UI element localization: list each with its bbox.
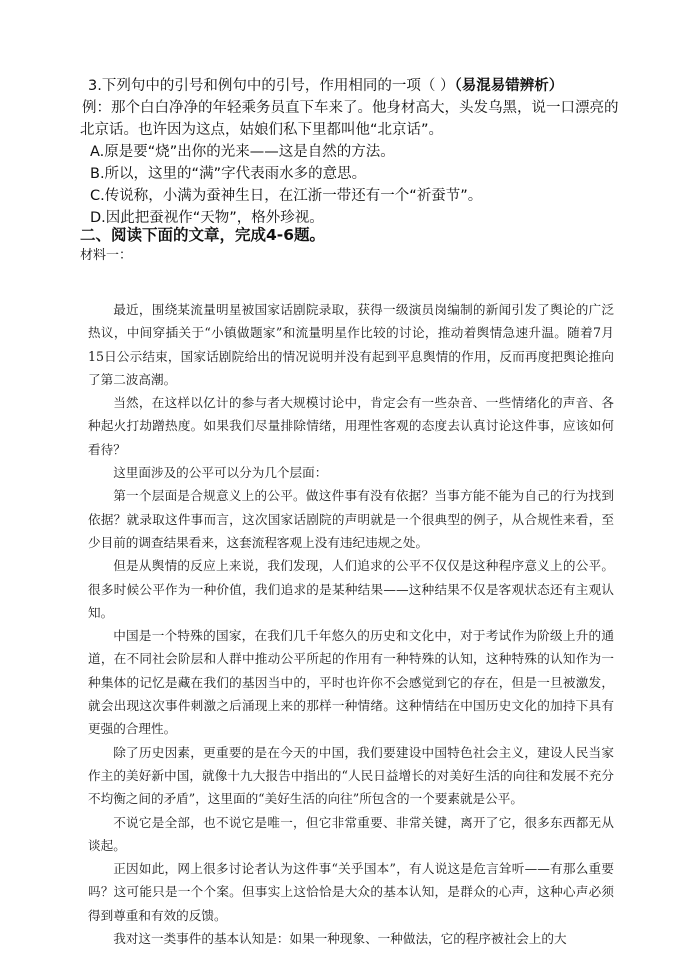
option-b: B.所以，这里的“满”字代表雨水多的意思。 [90, 166, 367, 182]
question-3-stem [88, 76, 563, 96]
passage-paragraph: 当然，在这样以亿计的参与者大规模讨论中，肯定会有一些杂音、一些情绪化的声音、各种起火打劫蹭热度。如果我们尽量排除情绪，用理性客观的态度去认真讨论这件事，应该如何看待？ [88, 395, 614, 457]
option-c: C.传说称，小满为蚕神生日，在江浙一带还有一个“祈蚕节”。 [90, 188, 483, 204]
passage-paragraph: 这里面涉及的公平可以分为几个层面： [113, 465, 328, 481]
question-3-text: 3.下列句中的引号和例句中的引号，作用相同的一项（ ） [88, 78, 455, 94]
section-2-title: 二、阅读下面的文章，完成4-6题。 [80, 226, 326, 244]
example-line-1: 例：那个白白净净的年轻乘务员直下车来了。他身材高大，头发乌黑，说一口漂亮的 [82, 100, 619, 116]
passage-paragraph: 最近，围绕某流量明星被国家话剧院录取，获得一级演员岗编制的新闻引发了舆论的广泛热议，中间穿插关于“小镇做题家”和流量明星作比较的讨论，推动着舆情急速升温。随着7月15日公示结束，国家话剧院给出的情况说明并没有起到平息舆情的作用，反而再度把舆论推向了第二波高潮。 [88, 302, 614, 387]
option-a: A.原是要“烧”出你的光来——这是自然的方法。 [90, 144, 395, 160]
passage-paragraph: 不说它是全部，也不说它是唯一，但它非常重要、非常关键，离开了它，很多东西都无从谈起。 [88, 814, 614, 853]
material-1-label: 材料一： [80, 248, 133, 263]
passage-paragraph: 正因如此，网上很多讨论者认为这件事“关乎国本”，有人说这是危言耸听——有那么重要吗？这可能只是一个个案。但事实上这恰恰是大众的基本认知，是群众的心声，这种心声必须得到尊重和有效的反馈。 [88, 861, 614, 923]
passage-paragraph: 除了历史因素，更重要的是在今天的中国，我们要建设中国特色社会主义，建设人民当家作主的美好新中国，就像十九大报告中指出的“人民日益增长的对美好生活的向往和发展不充分不均衡之间的矛盾”，这里面的“美好生活的向往”所包含的一个要素就是公平。 [88, 744, 614, 807]
passage-paragraph: 第一个层面是合规意义上的公平。做这件事有没有依据？当事方能不能为自己的行为找到依据？就录取这件事而言，这次国家话剧院的声明就是一个很典型的例子，从合规性来看，至少目前的调查结果看来，这套流程客观上没有违纪违规之处。 [88, 488, 614, 550]
passage-paragraph: 中国是一个特殊的国家，在我们几千年悠久的历史和文化中，对于考试作为阶级上升的通道，在不同社会阶层和人群中推动公平所起的作用有一种特殊的认知，这种特殊的认知作为一种集体的记忆是藏在我们的基因当中的，平时也许你不会感觉到它的存在，但是一旦被激发，就会出现这次事件刺激之后涌现上来的那样一种情绪。这种情结在中国历史文化的加持下具有更强的合理性。 [88, 628, 614, 737]
passage-paragraph: 但是从舆情的反应上来说，我们发现，人们追求的公平不仅仅是这种程序意义上的公平。很多时候公平作为一种价值，我们追求的是某种结果——这种结果不仅是客观状态还有主观认知。 [88, 558, 614, 620]
option-d: D.因此把蚕视作“天物”，格外珍视。 [90, 210, 324, 226]
question-3-tag: （易混易错辨析） [454, 78, 564, 94]
reading-passage [88, 298, 614, 950]
example-line-2: 北京话。也许因为这点，姑娘们私下里都叫他“北京话”。 [80, 122, 444, 138]
passage-paragraph: 我对这一类事件的基本认知是：如果一种现象、一种做法，它的程序被社会上的大 [113, 931, 567, 947]
